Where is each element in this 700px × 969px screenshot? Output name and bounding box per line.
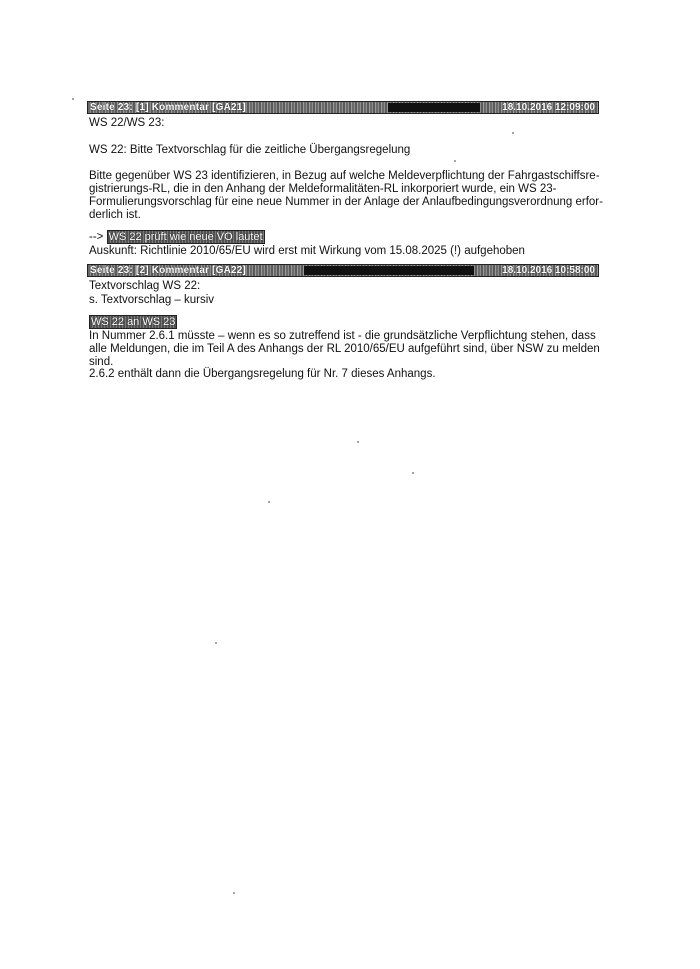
scan-speck	[72, 98, 74, 100]
highlighted-note: WS 22 an WS 23	[91, 316, 176, 328]
paragraph-line: derlich ist.	[89, 209, 141, 221]
arrow-marker: -->	[89, 231, 104, 243]
comment-header-2	[87, 264, 599, 277]
highlighted-note: WS 22 prüft wie neue VO lautet	[108, 231, 263, 243]
status-line	[89, 231, 601, 244]
paragraph-line: alle Meldungen, die im Teil A des Anhangs der RL 2010/65/EU aufgeführt sind, über NSW zu melden	[89, 343, 600, 355]
scan-speck	[412, 472, 414, 474]
redaction-bar	[388, 103, 480, 112]
comment-header-date: 18.10.2016 12:09:00	[502, 102, 595, 113]
proposal-paragraph	[89, 330, 601, 369]
paragraph-line: gistrierungs-RL, die in den Anhang der Meldeformalitäten-RL inkorporiert wurde, ein WS 23-	[89, 183, 557, 195]
paragraph-line: In Nummer 2.6.1 müsste – wenn es so zutreffend ist - die grundsätzliche Verpflichtung stehen, dass	[89, 330, 596, 342]
comment-heading: WS 22/WS 23:	[89, 117, 165, 129]
paragraph-line: sind.	[89, 356, 114, 368]
scan-speck	[233, 892, 235, 894]
scan-speck	[215, 642, 217, 644]
comment-header-label: Seite 23: [2] Kommentar [GA22]	[90, 265, 247, 276]
highlight-line	[89, 316, 601, 329]
proposal-heading: Textvorschlag WS 22:	[89, 280, 201, 292]
paragraph-line: Formulierungsvorschlag für eine neue Nummer in der Anlage der Anlaufbedingungsverordnung erfor-	[89, 196, 603, 208]
transition-line: 2.6.2 enthält dann die Übergangsregelung für Nr. 7 dieses Anhangs.	[89, 368, 436, 380]
comment-header-date: 18.10.2016 10:58:00	[502, 265, 595, 276]
scan-speck	[454, 160, 456, 162]
request-paragraph	[89, 170, 601, 222]
redaction-bar	[304, 266, 474, 275]
comment-header-1	[87, 101, 599, 114]
paragraph-line: Bitte gegenüber WS 23 identifizieren, in Bezug auf welche Meldeverpflichtung der Fahrgastschiffsre-	[89, 170, 600, 182]
auskunft-line: Auskunft: Richtlinie 2010/65/EU wird erst mit Wirkung vom 15.08.2025 (!) aufgehoben	[89, 245, 525, 257]
proposal-note: s. Textvorschlag – kursiv	[89, 294, 215, 306]
request-line: WS 22: Bitte Textvorschlag für die zeitliche Übergangsregelung	[89, 144, 411, 156]
comment-header-label: Seite 23: [1] Kommentar [GA21]	[90, 102, 247, 113]
scan-speck	[357, 441, 359, 443]
scan-speck	[512, 132, 514, 134]
scan-speck	[268, 501, 270, 503]
